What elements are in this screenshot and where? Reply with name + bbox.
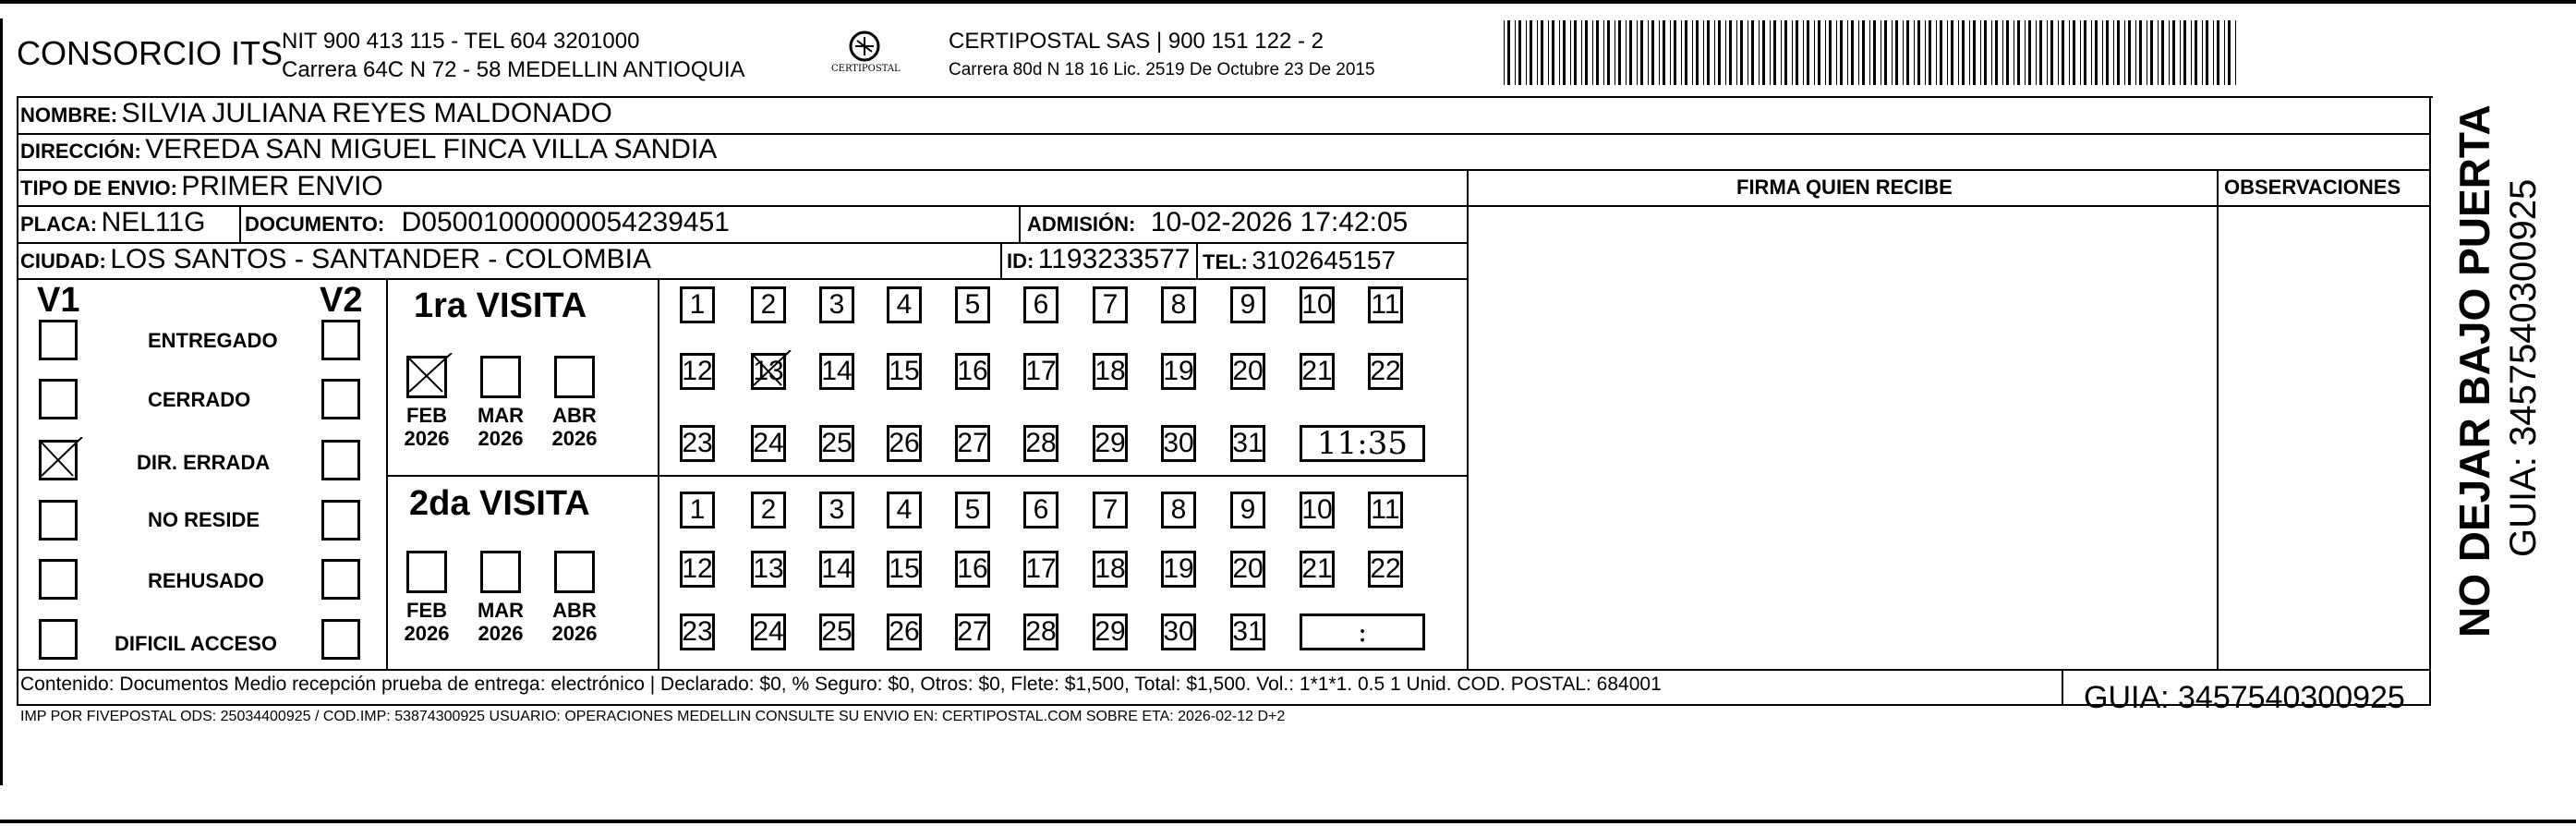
barcode-bar — [2106, 20, 2109, 85]
tel-row — [1203, 248, 1396, 273]
barcode-bar — [1740, 20, 1743, 85]
barcode-bar — [2050, 20, 2053, 85]
day-box[interactable]: 26 — [887, 613, 922, 650]
barcode-bar — [1914, 20, 1915, 85]
day-box[interactable]: 18 — [1093, 353, 1128, 390]
placa-divider — [239, 205, 241, 242]
tipo-row — [20, 173, 383, 200]
placa-row — [20, 209, 205, 237]
barcode-bar — [1836, 20, 1837, 85]
barcode-bar — [1736, 20, 1737, 85]
barcode-bar — [1552, 20, 1554, 85]
direccion-label: DIRECCIÓN: — [20, 140, 141, 163]
day-box[interactable]: 28 — [1023, 425, 1058, 462]
barcode-bar — [1995, 20, 1998, 85]
month-divider — [658, 278, 659, 670]
barcode-bar — [1629, 20, 1632, 85]
barcode-bar — [1770, 20, 1771, 85]
nombre-label: NOMBRE: — [20, 103, 118, 127]
barcode-bar — [2069, 20, 2070, 85]
barcode-bar — [1958, 20, 1959, 85]
id-value: 1193233577 — [1037, 244, 1191, 274]
barcode-bar — [2091, 20, 2092, 85]
barcode-bar — [1518, 20, 1521, 85]
month-label: FEB 2026 — [404, 599, 450, 646]
company-name: CONSORCIO ITS — [17, 34, 284, 72]
tipo-value: PRIMER ENVIO — [181, 171, 383, 201]
day-box[interactable]: 15 — [887, 353, 922, 390]
barcode-bar — [1537, 20, 1538, 85]
day-box[interactable]: 5 — [955, 492, 990, 528]
v2-checkbox[interactable] — [321, 559, 360, 600]
barcode-bar — [1581, 20, 1582, 85]
day-box[interactable]: 21 — [1300, 353, 1335, 390]
certipostal-logo — [828, 28, 901, 83]
barcode-bar — [1991, 20, 1992, 85]
day-box[interactable]: 13 — [751, 551, 786, 588]
visit-divider — [386, 475, 1467, 477]
barcode-bar — [2058, 20, 2059, 85]
day-box[interactable]: 29 — [1093, 613, 1128, 650]
day-box[interactable]: 20 — [1230, 353, 1265, 390]
guia-footer-divider — [2062, 669, 2063, 706]
day-box[interactable]: 21 — [1300, 551, 1335, 588]
barcode-bar — [2139, 20, 2142, 85]
month-checkbox[interactable] — [554, 551, 595, 593]
barcode-bar — [2006, 20, 2009, 85]
day-box[interactable]: 17 — [1023, 551, 1058, 588]
tel-divider — [1196, 242, 1198, 279]
barcode-bar — [1703, 20, 1704, 85]
barcode-bar — [1951, 20, 1953, 85]
barcode-bar — [1504, 20, 1505, 85]
barcode-bar — [2224, 20, 2225, 85]
tipo-label: TIPO DE ENVIO: — [20, 176, 177, 200]
day-box[interactable]: 10 — [1300, 286, 1335, 323]
barcode-bar — [1592, 20, 1593, 85]
barcode-bar — [1603, 20, 1604, 85]
barcode-bar — [1762, 20, 1765, 85]
day-box[interactable]: 4 — [887, 492, 922, 528]
barcode-bar — [2039, 20, 2042, 85]
month-checkbox[interactable] — [406, 551, 447, 593]
contenido-text: Contenido: Documentos Medio recepción prueba de entrega: electrónico | Declarado: $0, % Seguro: $0, Otros: $0, Flete: $1,500, Total: $1,500. Vol.: 1*1*1. 0.5 1 Unid. COD. POSTAL: 684001 — [20, 674, 1662, 695]
barcode-bar — [1507, 20, 1510, 85]
barcode-bar — [1884, 20, 1887, 85]
day-box[interactable]: 28 — [1023, 613, 1058, 650]
barcode-bar — [1618, 20, 1621, 85]
side-guia: GUIA: 3457540300925 — [2503, 178, 2544, 557]
day-box[interactable]: 11 — [1368, 286, 1403, 323]
day-box[interactable]: 22 — [1368, 551, 1403, 588]
month-checkbox[interactable] — [554, 356, 595, 398]
barcode-bar — [2128, 20, 2131, 85]
carrier-line: CERTIPOSTAL SAS | 900 151 122 - 2 — [949, 29, 1324, 54]
day-box[interactable]: 1 — [680, 286, 715, 323]
day-box[interactable]: 30 — [1161, 613, 1196, 650]
month-label: ABR 2026 — [551, 404, 598, 451]
barcode-bar — [1873, 20, 1876, 85]
v1-checkbox[interactable] — [39, 320, 78, 360]
barcode-bar — [1526, 20, 1527, 85]
bottom-line — [0, 820, 2576, 823]
form-bottom-line — [17, 704, 2431, 706]
barcode-bar — [1903, 20, 1904, 85]
v2-checkbox[interactable] — [321, 619, 360, 660]
barcode-bar — [2158, 20, 2159, 85]
barcode-bar — [2102, 20, 2103, 85]
barcode-bar — [2180, 20, 2181, 85]
barcode-bar — [2047, 20, 2048, 85]
id-row — [1007, 246, 1190, 273]
barcode-bar — [2202, 20, 2203, 85]
barcode-bar — [1729, 20, 1732, 85]
barcode-bar — [1640, 20, 1643, 85]
day-box[interactable]: 9 — [1230, 286, 1265, 323]
day-box[interactable]: 24 — [751, 425, 786, 462]
barcode-bar — [2084, 20, 2086, 85]
day-box[interactable]: 8 — [1161, 492, 1196, 528]
barcode-bar — [1840, 20, 1843, 85]
barcode-bar — [1663, 20, 1665, 85]
barcode-bar — [1651, 20, 1654, 85]
day-box[interactable]: 6 — [1023, 492, 1058, 528]
v1-checkbox[interactable] — [39, 379, 78, 419]
barcode-bar — [1607, 20, 1610, 85]
v1-header: V1 — [37, 281, 80, 320]
barcode-bar — [1814, 20, 1815, 85]
day-box[interactable]: 27 — [955, 425, 990, 462]
v1-checkbox[interactable] — [39, 500, 78, 541]
nit-line: NIT 900 413 115 - TEL 604 3201000 — [282, 29, 640, 54]
logo-text: CERTIPOSTAL — [831, 64, 901, 74]
barcode-bar — [1847, 20, 1848, 85]
day-box[interactable]: 23 — [680, 425, 715, 462]
form-left-line — [17, 96, 18, 706]
form-right-line — [2429, 96, 2431, 706]
barcode-bar — [1685, 20, 1687, 85]
barcode-bar — [1692, 20, 1693, 85]
barcode-bar — [1596, 20, 1599, 85]
barcode-bar — [1707, 20, 1710, 85]
barcode-bar — [1696, 20, 1699, 85]
barcode-bar — [2028, 20, 2031, 85]
day-box[interactable]: 25 — [819, 613, 854, 650]
day-box[interactable]: 30 — [1161, 425, 1196, 462]
barcode-bar — [1563, 20, 1566, 85]
carrier-address: Carrera 80d N 18 16 Lic. 2519 De Octubre 23 De 2015 — [949, 60, 1375, 79]
day-box[interactable]: 27 — [955, 613, 990, 650]
firma-left-line — [1467, 169, 1469, 670]
status-label: REHUSADO — [148, 569, 264, 592]
month-checkbox[interactable] — [406, 356, 447, 398]
barcode-bar — [1648, 20, 1649, 85]
first-visit-title: 1ra VISITA — [414, 286, 587, 325]
status-label: CERRADO — [148, 388, 251, 411]
status-divider — [386, 278, 388, 670]
v2-checkbox[interactable] — [321, 320, 360, 360]
barcode-bar — [2169, 20, 2170, 85]
month-checkbox[interactable] — [480, 551, 521, 593]
barcode-bar — [2117, 20, 2120, 85]
barcode-bar — [1784, 20, 1787, 85]
day-box[interactable]: 26 — [887, 425, 922, 462]
direccion-row — [20, 136, 717, 164]
day-box[interactable]: 23 — [680, 613, 715, 650]
day-box[interactable]: 11 — [1368, 492, 1403, 528]
barcode-bar — [1940, 20, 1942, 85]
admision-value: 10-02-2026 17:42:05 — [1150, 207, 1409, 237]
day-box[interactable]: 31 — [1230, 425, 1265, 462]
x-mark — [750, 350, 792, 391]
day-box[interactable]: 16 — [955, 551, 990, 588]
barcode-bar — [2036, 20, 2037, 85]
status-label: ENTREGADO — [148, 329, 278, 352]
day-box[interactable]: 25 — [819, 425, 854, 462]
ciudad-row — [20, 246, 651, 273]
barcode-bar — [1969, 20, 1970, 85]
day-box[interactable]: 20 — [1230, 551, 1265, 588]
barcode-bar — [1574, 20, 1577, 85]
barcode-bar — [2080, 20, 2081, 85]
barcode-bar — [1947, 20, 1948, 85]
barcode-bar — [2113, 20, 2114, 85]
v1-checkbox[interactable] — [39, 440, 78, 480]
day-box[interactable]: 14 — [819, 551, 854, 588]
day-box[interactable]: 14 — [819, 353, 854, 390]
day-box[interactable]: 12 — [680, 353, 715, 390]
barcode-bar — [1718, 20, 1721, 85]
month-label: MAR 2026 — [477, 599, 525, 646]
barcode-bar — [1818, 20, 1820, 85]
nombre-row — [20, 100, 612, 128]
x-mark — [38, 437, 84, 481]
barcode-bar — [2017, 20, 2020, 85]
barcode-bar — [1984, 20, 1987, 85]
day-box[interactable]: 16 — [955, 353, 990, 390]
direccion-value: VEREDA SAN MIGUEL FINCA VILLA SANDIA — [145, 134, 718, 164]
barcode-bar — [1670, 20, 1671, 85]
barcode-bar — [2206, 20, 2208, 85]
company-address: Carrera 64C N 72 - 58 MEDELLIN ANTIOQUIA — [282, 57, 745, 82]
documento-row — [245, 209, 730, 237]
documento-value: D05001000000054239451 — [401, 207, 730, 237]
barcode-bar — [1585, 20, 1588, 85]
footer-top-line — [17, 669, 2431, 671]
v2-header: V2 — [320, 281, 363, 320]
footer-guia: GUIA: 3457540300925 — [2084, 680, 2405, 715]
status-label: NO RESIDE — [148, 508, 260, 531]
barcode-bar — [2172, 20, 2175, 85]
day-box[interactable]: 6 — [1023, 286, 1058, 323]
barcode-bar — [1681, 20, 1682, 85]
barcode-bar — [1725, 20, 1726, 85]
admision-label: ADMISIÓN: — [1027, 213, 1136, 236]
barcode-bar — [1906, 20, 1909, 85]
barcode-bar — [1925, 20, 1926, 85]
day-box[interactable]: 2 — [751, 492, 786, 528]
barcode-bar — [1659, 20, 1660, 85]
barcode-bar — [1773, 20, 1776, 85]
placa-label: PLACA: — [20, 213, 98, 236]
barcode-bar — [2195, 20, 2197, 85]
month-label: MAR 2026 — [477, 404, 525, 451]
barcode-bar — [1530, 20, 1532, 85]
tel-value: 3102645157 — [1252, 246, 1397, 274]
barcode-bar — [1973, 20, 1976, 85]
day-box[interactable]: 18 — [1093, 551, 1128, 588]
barcode-bar — [1892, 20, 1893, 85]
row-line-5 — [17, 278, 1467, 280]
day-box[interactable]: 29 — [1093, 425, 1128, 462]
barcode-bar — [1869, 20, 1870, 85]
month-checkbox[interactable] — [480, 356, 521, 398]
barcode-bar — [1515, 20, 1516, 85]
barcode-bar — [2213, 20, 2214, 85]
barcode-bar — [2217, 20, 2219, 85]
day-box[interactable]: 7 — [1093, 286, 1128, 323]
top-border — [0, 0, 2576, 4]
documento-label: DOCUMENTO: — [245, 213, 385, 236]
day-box[interactable]: 1 — [680, 492, 715, 528]
barcode-bar — [2062, 20, 2064, 85]
time-box[interactable]: : — [1300, 613, 1425, 650]
barcode-bar — [1895, 20, 1898, 85]
barcode-bar — [1781, 20, 1782, 85]
barcode-bar — [2235, 20, 2236, 85]
barcode-bar — [1807, 20, 1809, 85]
barcode-bar — [1796, 20, 1798, 85]
v1-checkbox[interactable] — [39, 619, 78, 660]
barcode-bar — [1792, 20, 1793, 85]
v1-checkbox[interactable] — [39, 559, 78, 600]
day-box[interactable]: 5 — [955, 286, 990, 323]
day-box[interactable]: 9 — [1230, 492, 1265, 528]
admision-divider — [1019, 205, 1021, 242]
nombre-value: SILVIA JULIANA REYES MALDONADO — [121, 98, 612, 128]
barcode-bar — [2025, 20, 2026, 85]
day-box[interactable]: 3 — [819, 286, 854, 323]
day-box[interactable]: 12 — [680, 551, 715, 588]
barcode-bar — [1829, 20, 1832, 85]
day-box[interactable]: 2 — [751, 286, 786, 323]
v2-checkbox[interactable] — [321, 440, 360, 480]
firma-header: FIRMA QUIEN RECIBE — [1736, 176, 1953, 199]
barcode-bar — [1825, 20, 1826, 85]
ciudad-value: LOS SANTOS - SANTANDER - COLOMBIA — [110, 244, 652, 274]
barcode-bar — [2095, 20, 2098, 85]
barcode-bar — [2150, 20, 2153, 85]
side-warning: NO DEJAR BAJO PUERTA — [2450, 104, 2498, 638]
barcode-bar — [1674, 20, 1676, 85]
admision-row — [1027, 209, 1408, 237]
day-box[interactable]: 13 — [751, 353, 786, 390]
time-box[interactable]: 11:35 — [1300, 425, 1425, 462]
day-box[interactable]: 4 — [887, 286, 922, 323]
barcode-bar — [1929, 20, 1931, 85]
barcode-bar — [2002, 20, 2003, 85]
barcode-bar — [2135, 20, 2136, 85]
barcode-bar — [1917, 20, 1920, 85]
barcode-bar — [2191, 20, 2192, 85]
month-label: FEB 2026 — [404, 404, 450, 451]
id-label: ID: — [1007, 249, 1034, 273]
v2-checkbox[interactable] — [321, 500, 360, 541]
day-box[interactable]: 22 — [1368, 353, 1403, 390]
barcode-bar — [1980, 20, 1981, 85]
day-box[interactable]: 3 — [819, 492, 854, 528]
status-label: DIR. ERRADA — [137, 451, 271, 474]
barcode-bar — [1858, 20, 1859, 85]
barcode-bar — [1962, 20, 1965, 85]
day-box[interactable]: 19 — [1161, 551, 1196, 588]
placa-value: NEL11G — [101, 207, 206, 237]
barcode-bar — [1559, 20, 1560, 85]
imp-text: IMP POR FIVEPOSTAL ODS: 25034400925 / COD.IMP: 53874300925 USUARIO: OPERACIONES MEDELLIN CONSULTE SU ENVIO EN: CERTIPOSTAL.COM SOBRE ETA: 2026-02-12 D+2 — [20, 709, 1286, 724]
barcode-bar — [1862, 20, 1865, 85]
tel-label: TEL: — [1203, 250, 1248, 273]
barcode-bar — [2161, 20, 2164, 85]
day-box[interactable]: 17 — [1023, 353, 1058, 390]
day-box[interactable]: 15 — [887, 551, 922, 588]
day-box[interactable]: 8 — [1161, 286, 1196, 323]
day-box[interactable]: 10 — [1300, 492, 1335, 528]
barcode-bar — [1541, 20, 1543, 85]
id-divider — [1000, 242, 1002, 279]
day-box[interactable]: 7 — [1093, 492, 1128, 528]
barcode-bar — [1548, 20, 1549, 85]
barcode-bar — [1936, 20, 1937, 85]
barcode-bar — [1803, 20, 1804, 85]
barcode-bar — [2073, 20, 2075, 85]
barcode-bar — [2124, 20, 2125, 85]
month-label: ABR 2026 — [551, 599, 598, 646]
barcode-bar — [1759, 20, 1760, 85]
observaciones-header: OBSERVACIONES — [2224, 176, 2401, 199]
obs-left-line — [2217, 169, 2219, 670]
barcode-bar — [1626, 20, 1627, 85]
barcode — [1504, 20, 2243, 85]
v2-checkbox[interactable] — [321, 379, 360, 419]
barcode-bar — [1714, 20, 1715, 85]
day-box[interactable]: 31 — [1230, 613, 1265, 650]
status-label: DIFICIL ACCESO — [115, 632, 278, 655]
barcode-bar — [1637, 20, 1638, 85]
ciudad-label: CIUDAD: — [20, 249, 106, 273]
barcode-bar — [2228, 20, 2231, 85]
barcode-bar — [1570, 20, 1571, 85]
day-box[interactable]: 19 — [1161, 353, 1196, 390]
left-edge-line — [0, 18, 3, 785]
barcode-bar — [2183, 20, 2186, 85]
day-box[interactable]: 24 — [751, 613, 786, 650]
second-visit-title: 2da VISITA — [409, 484, 590, 523]
barcode-bar — [1751, 20, 1754, 85]
barcode-bar — [1851, 20, 1854, 85]
x-mark — [405, 353, 454, 397]
